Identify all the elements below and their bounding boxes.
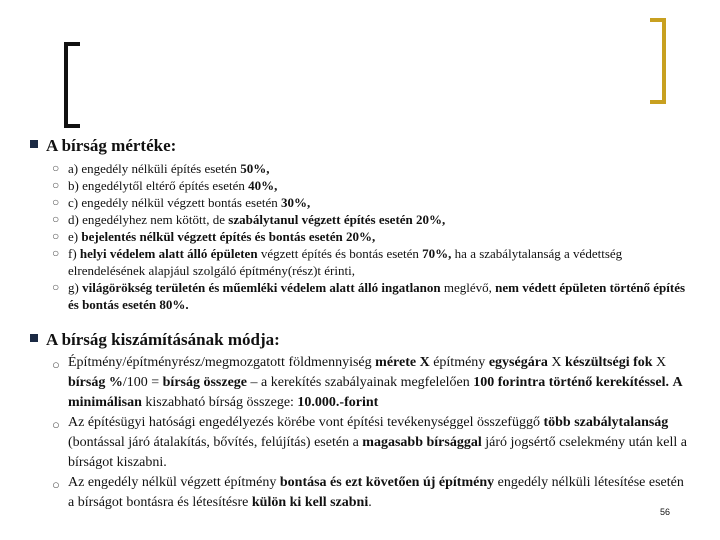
item-text: 40%,: [248, 178, 278, 193]
circle-bullet-icon: ○: [52, 229, 60, 243]
item-text: végzett építés és bontás esetén: [257, 246, 423, 261]
item-text: A minimálisan: [68, 375, 682, 410]
list-item: [52, 194, 692, 211]
item-text: /100 =: [122, 375, 163, 390]
list-item: [52, 211, 692, 228]
section2-list: [52, 353, 692, 513]
item-text: d) engedélyhez nem kötött, de: [68, 212, 229, 227]
square-bullet-icon: [30, 140, 38, 148]
item-text: járó jogsértő cselekmény után kell a bírságot kiszabni.: [68, 435, 687, 470]
section1-list: [52, 160, 692, 313]
item-text: 70%,: [422, 246, 452, 261]
item-text: külön ki kell szabni: [251, 495, 369, 510]
list-item: [52, 413, 692, 473]
square-bullet-icon: [30, 334, 38, 342]
item-text: bejelentés nélkül végzett építés és bontás esetén 20%,: [81, 229, 376, 244]
item-text: világörökség területén és műemléki védelem alatt álló ingatlanon: [82, 280, 441, 295]
item-text: X: [547, 355, 566, 370]
item-text: c) engedély nélkül végzett bontás esetén: [68, 195, 281, 210]
circle-bullet-icon: ○: [52, 477, 60, 492]
item-text: kiszabható bírság összege:: [141, 395, 298, 410]
item-text: Az engedély nélkül végzett építmény: [68, 475, 280, 490]
circle-bullet-icon: ○: [52, 195, 60, 209]
section2-heading-row: [30, 330, 280, 350]
list-item: [52, 160, 692, 177]
circle-bullet-icon: ○: [52, 417, 60, 432]
section2-heading: A bírság kiszámításának módja:: [46, 330, 280, 349]
circle-bullet-icon: ○: [52, 161, 60, 175]
item-text: helyi védelem alatt álló épületen: [79, 246, 258, 261]
list-item: [52, 279, 692, 313]
circle-bullet-icon: ○: [52, 212, 60, 226]
item-text: 100 forintra történő kerekítéssel.: [473, 375, 669, 390]
item-text: nem védett épületen történő építés és bontás esetén 80%.: [68, 280, 686, 312]
circle-bullet-icon: ○: [52, 357, 60, 372]
item-text: f): [68, 246, 80, 261]
item-text: magasabb bírsággal: [362, 435, 482, 450]
list-item: [52, 353, 692, 413]
page-number: 56: [660, 507, 671, 517]
list-item: [52, 473, 692, 513]
list-item: [52, 228, 692, 245]
item-text: 10.000.-forint: [297, 395, 379, 410]
item-text: készültségi fok: [565, 355, 653, 370]
item-text: bontása és ezt követően új építmény: [279, 475, 495, 490]
item-text: (bontással járó átalakítás, bővítés, felújítás) esetén a: [68, 435, 363, 450]
item-text: meglévő,: [440, 280, 496, 295]
item-text: egységára: [488, 355, 548, 370]
item-text: 50%,: [240, 161, 270, 176]
item-text: engedély nélküli létesítése esetén a bírságot bontásra és létesítésre: [68, 475, 684, 510]
item-text: bírság összege: [162, 375, 248, 390]
right-bracket-decoration: [650, 18, 666, 104]
item-text: b) engedélytől eltérő építés esetén: [68, 178, 249, 193]
item-text: – a kerekítés szabályainak megfelelően: [247, 375, 474, 390]
item-text: a) engedély nélküli építés esetén: [68, 161, 241, 176]
section1-heading-row: [30, 136, 176, 156]
item-text: mérete X: [375, 355, 430, 370]
item-text: Építmény/építményrész/megmozgatott földmennyiség: [68, 355, 376, 370]
item-text: 30%,: [280, 195, 311, 210]
item-text: több szabálytalanság: [543, 415, 669, 430]
circle-bullet-icon: ○: [52, 178, 60, 192]
left-bracket-decoration: [64, 42, 80, 128]
item-text: Az építésügyi hatósági engedélyezés körébe vont építési tevékenységgel összefüggő: [68, 415, 544, 430]
item-text: g): [68, 280, 83, 295]
item-text: ha a szabálytalanság a védettség elrendelésének alapjául szolgáló építmény(rész)t érinti,: [68, 246, 623, 278]
item-text: bírság %: [68, 375, 123, 390]
item-text: építmény: [429, 355, 489, 370]
item-text: szabálytanul végzett építés esetén 20%,: [228, 212, 446, 227]
item-text: X: [652, 355, 667, 370]
item-text: .: [368, 495, 372, 510]
section1-heading: A bírság mértéke:: [46, 136, 177, 155]
item-text: e): [68, 229, 82, 244]
circle-bullet-icon: ○: [52, 246, 60, 260]
list-item: [52, 177, 692, 194]
list-item: [52, 245, 692, 279]
circle-bullet-icon: ○: [52, 280, 60, 294]
